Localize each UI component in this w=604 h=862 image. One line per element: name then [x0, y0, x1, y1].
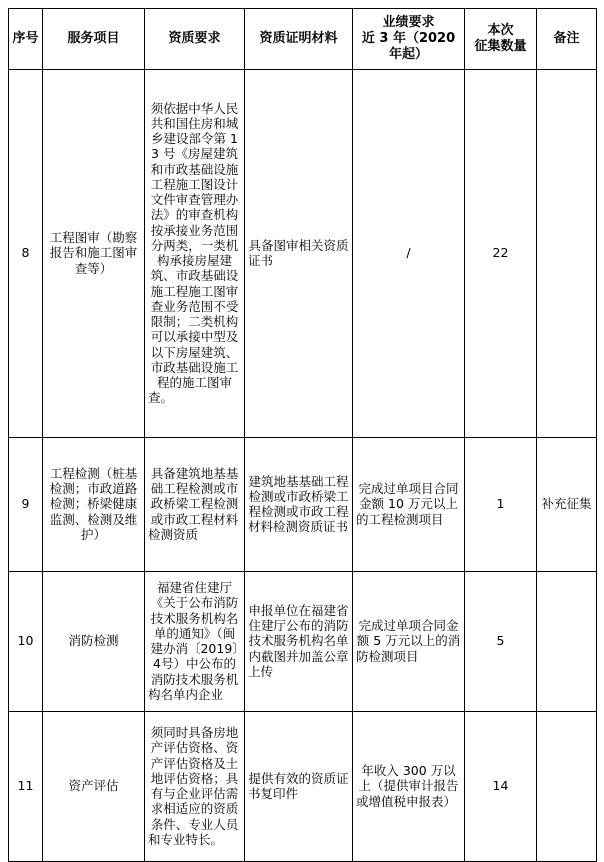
document-page — [0, 8, 604, 859]
table-row — [9, 571, 597, 711]
row-qualification: 福建省住建厅《关于公布消防技术服务机构名单的通知》（闽建办消〔2019〕4号）中公布的消防技术服务机构名单内企业 — [145, 571, 245, 711]
row-count: 14 — [465, 711, 537, 861]
header-performance — [353, 9, 465, 70]
row-remark: 补充征集 — [537, 437, 597, 571]
row-no: 8 — [9, 69, 43, 437]
header-no: 序号 — [9, 9, 43, 70]
row-no: 10 — [9, 571, 43, 711]
header-count — [465, 9, 537, 70]
requirements-table — [8, 8, 597, 862]
header-service-item: 服务项目 — [43, 9, 145, 70]
row-proof-material: 建筑地基基础工程检测或市政桥梁工程检测或市政工程材料检测资质证书 — [245, 437, 353, 571]
row-qualification: 具备建筑地基基础工程检测或市政桥梁工程检测或市政工程材料检测资质 — [145, 437, 245, 571]
header-remark: 备注 — [537, 9, 597, 70]
header-qualification: 资质要求 — [145, 9, 245, 70]
table-row — [9, 437, 597, 571]
row-qualification: 须依据中华人民共和国住房和城乡建设部令第 13 号《房屋建筑和市政基础设施工程施工图设计文件审查管理办法》的审查机构按承接业务范围分两类，一类机构承接房屋建筑、市政基础设施工程施工图审查业务范围不受限制；二类机构可以承接中型及以下房屋建筑、市政基础设施工程的施工图审查。 — [145, 69, 245, 437]
row-remark — [537, 571, 597, 711]
row-performance: / — [353, 69, 465, 437]
row-count: 5 — [465, 571, 537, 711]
row-performance: 年收入 300 万以上（提供审计报告或增值税申报表） — [353, 711, 465, 861]
row-no: 9 — [9, 437, 43, 571]
row-service-item: 工程图审（勘察报告和施工图审查等） — [43, 69, 145, 437]
row-service-item: 消防检测 — [43, 571, 145, 711]
header-count-sub: 征集数量 — [474, 38, 527, 54]
table-header-row — [9, 9, 597, 70]
header-count-main: 本次 — [487, 22, 514, 38]
header-proof-material: 资质证明材料 — [245, 9, 353, 70]
row-proof-material: 具备图审相关资质证书 — [245, 69, 353, 437]
row-service-item: 工程检测（桩基检测；市政道路检测；桥梁健康监测、检测及维护） — [43, 437, 145, 571]
row-proof-material: 申报单位在福建省住建厅公布的消防技术服务机构名单内截图并加盖公章上传 — [245, 571, 353, 711]
row-remark — [537, 711, 597, 861]
table-row — [9, 711, 597, 861]
header-performance-main: 业绩要求 — [382, 15, 435, 30]
header-performance-sub: 近 3 年（2020年起） — [361, 30, 456, 62]
row-proof-material: 提供有效的资质证书复印件 — [245, 711, 353, 861]
row-count: 22 — [465, 69, 537, 437]
row-performance: 完成过单项合同金额 5 万元以上的消防检测项目 — [353, 571, 465, 711]
row-service-item: 资产评估 — [43, 711, 145, 861]
row-performance: 完成过单项目合同金额 10 万元以上的工程检测项目 — [353, 437, 465, 571]
row-count: 1 — [465, 437, 537, 571]
row-qualification: 须同时具备房地产评估资格、资产评估资格及土地评估资格；具有与企业评估需求相适应的资质条件、专业人员和专业特长。 — [145, 711, 245, 861]
table-row — [9, 69, 597, 437]
row-remark — [537, 69, 597, 437]
row-no: 11 — [9, 711, 43, 861]
